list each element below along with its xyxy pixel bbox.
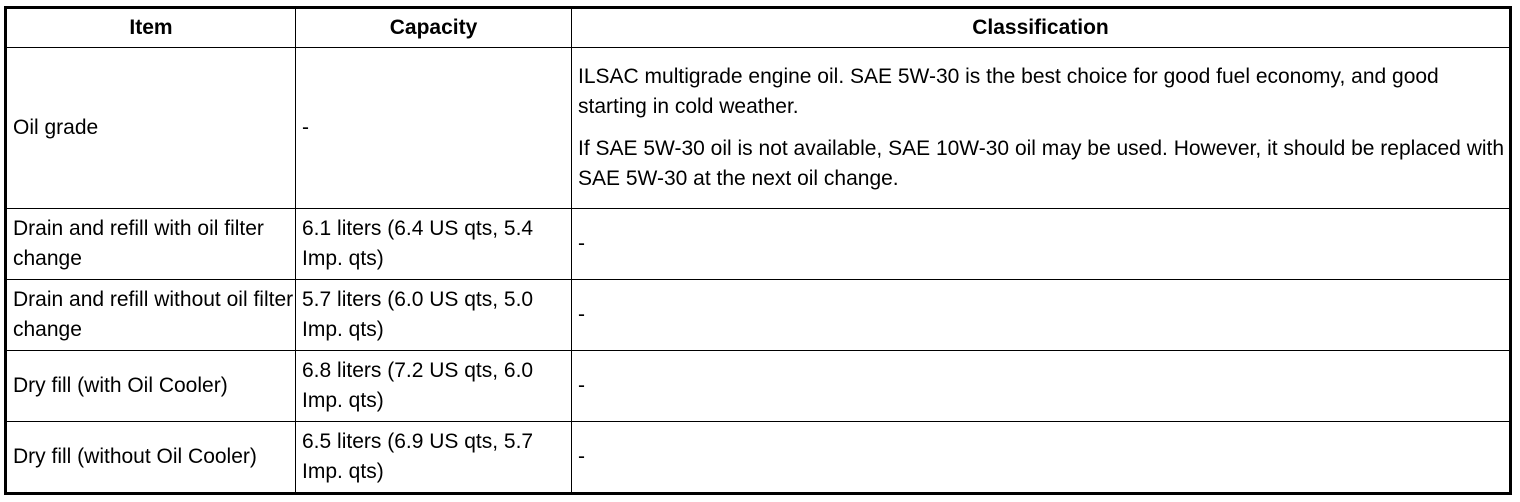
cell-classification: - — [572, 280, 1511, 351]
column-header-item: Item — [6, 8, 296, 48]
cell-item: Dry fill (without Oil Cooler) — [6, 422, 296, 494]
table-row — [6, 351, 1511, 422]
column-header-capacity: Capacity — [296, 8, 572, 48]
table-row — [6, 280, 1511, 351]
cell-classification: - — [572, 351, 1511, 422]
classification-paragraph: ILSAC multigrade engine oil. SAE 5W-30 is the best choice for good fuel economy, and good starting in cold weather. — [578, 65, 1439, 118]
cell-capacity: 5.7 liters (6.0 US qts, 5.0 Imp. qts) — [296, 280, 572, 351]
cell-capacity: 6.1 liters (6.4 US qts, 5.4 Imp. qts) — [296, 209, 572, 280]
cell-classification: - — [572, 209, 1511, 280]
cell-capacity: 6.5 liters (6.9 US qts, 5.7 Imp. qts) — [296, 422, 572, 494]
table-row — [6, 209, 1511, 280]
cell-item: Drain and refill without oil filter change — [6, 280, 296, 351]
cell-capacity: - — [296, 48, 572, 209]
cell-item: Drain and refill with oil filter change — [6, 209, 296, 280]
table-header-row — [6, 8, 1511, 48]
table-row — [6, 48, 1511, 209]
table-row — [6, 422, 1511, 494]
cell-classification: - — [572, 422, 1511, 494]
cell-classification — [572, 48, 1511, 209]
column-header-classification: Classification — [572, 8, 1511, 48]
oil-capacity-table — [4, 6, 1512, 495]
cell-item: Oil grade — [6, 48, 296, 209]
cell-item: Dry fill (with Oil Cooler) — [6, 351, 296, 422]
classification-paragraph: If SAE 5W-30 oil is not available, SAE 10W-30 oil may be used. However, it should be replaced with SAE 5W-30 at the next oil change. — [578, 137, 1505, 190]
cell-capacity: 6.8 liters (7.2 US qts, 6.0 Imp. qts) — [296, 351, 572, 422]
